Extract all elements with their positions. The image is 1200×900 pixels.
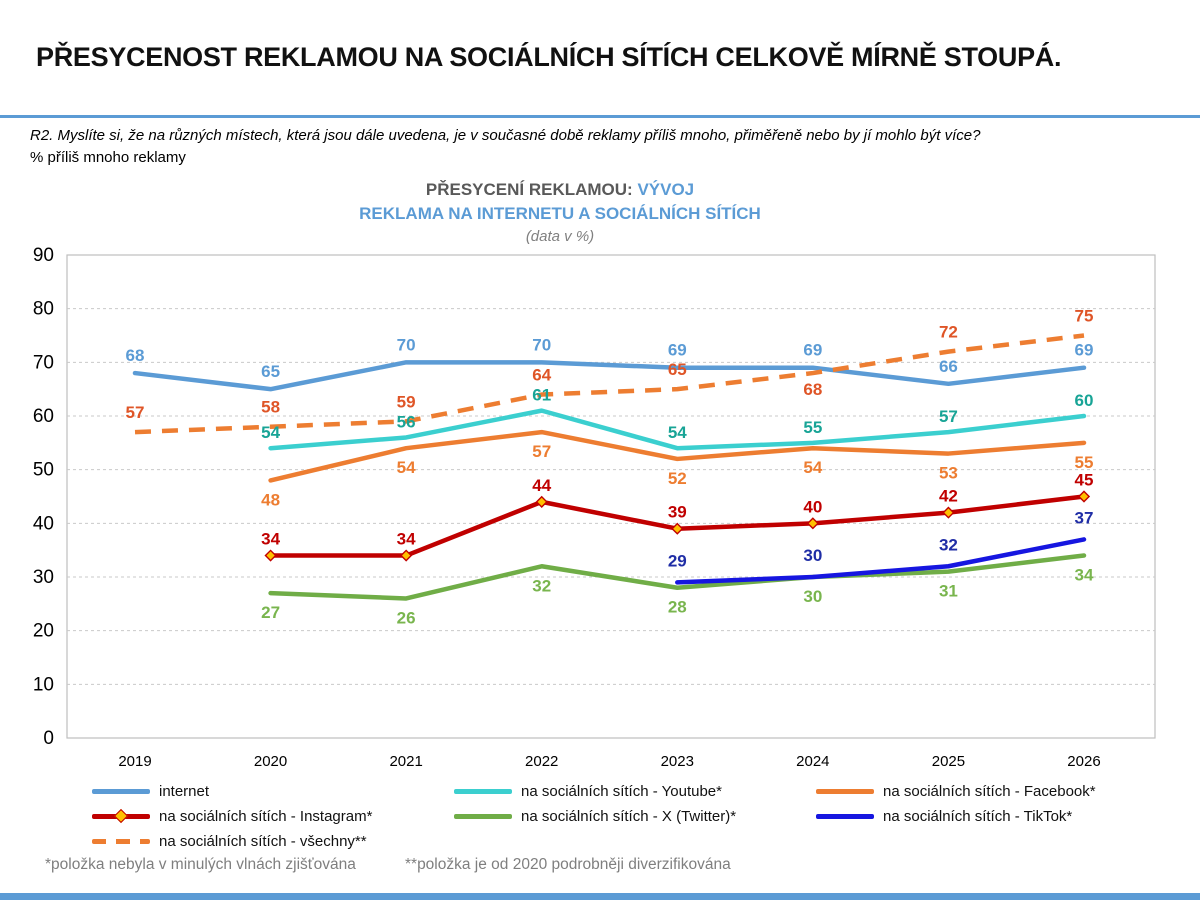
data-label-vsechny: 72 <box>938 322 958 342</box>
data-label-instagram: 34 <box>396 529 416 549</box>
series-marker-instagram <box>1079 491 1089 501</box>
y-axis-tick-label: 90 <box>32 245 54 266</box>
legend-item-tiktok <box>816 805 1136 827</box>
x-axis-tick-label: 2022 <box>525 753 559 770</box>
data-label-youtube: 57 <box>938 407 958 427</box>
page-title: PŘESYCENOST REKLAMOU NA SOCIÁLNÍCH SÍTÍCH CELKOVĚ MÍRNĚ STOUPÁ. <box>36 42 1062 72</box>
data-label-youtube: 54 <box>667 423 687 443</box>
data-label-vsechny: 65 <box>667 360 687 380</box>
legend-item-x_twitter <box>454 805 816 827</box>
legend-swatch-instagram <box>92 809 150 823</box>
data-label-internet: 69 <box>667 340 687 360</box>
data-label-facebook: 55 <box>1074 452 1094 472</box>
data-label-vsechny: 58 <box>261 397 281 417</box>
data-label-internet: 65 <box>261 362 281 382</box>
footnote-1: *položka nebyla v minulých vlnách zjišťována <box>45 856 356 873</box>
y-axis-tick-label: 70 <box>32 352 54 374</box>
chart-title-highlight: VÝVOJ <box>637 180 695 199</box>
chart-legend <box>92 780 1152 852</box>
data-label-vsechny: 64 <box>532 365 552 385</box>
legend-swatch-x_twitter <box>454 809 512 823</box>
x-axis-tick-label: 2026 <box>1067 753 1101 770</box>
legend-swatch-vsechny <box>92 834 150 848</box>
legend-swatch-internet <box>92 784 150 798</box>
x-axis-tick-label: 2021 <box>389 753 423 770</box>
x-axis-tick-label: 2019 <box>118 753 152 770</box>
legend-item-internet <box>92 780 454 802</box>
legend-label-internet: internet <box>159 782 210 800</box>
data-label-x_twitter: 28 <box>667 597 687 617</box>
data-label-instagram: 42 <box>938 486 958 506</box>
y-axis-tick-label: 30 <box>32 567 54 588</box>
data-label-x_twitter: 26 <box>396 608 416 628</box>
data-label-x_twitter: 27 <box>261 603 281 623</box>
series-marker-instagram <box>808 518 818 528</box>
data-label-internet: 66 <box>938 356 958 376</box>
data-label-youtube: 61 <box>532 385 552 405</box>
data-label-vsechny: 57 <box>125 403 145 423</box>
data-label-facebook: 53 <box>938 463 958 483</box>
data-label-x_twitter: 31 <box>938 581 958 601</box>
legend-label-x_twitter: na sociálních sítích - X (Twitter)* <box>521 807 737 825</box>
measure-text: % příliš mnoho reklamy <box>30 149 186 166</box>
y-axis-tick-label: 0 <box>43 728 54 749</box>
data-label-vsechny: 68 <box>803 380 823 400</box>
legend-diamond-marker <box>114 809 128 823</box>
data-label-vsechny: 59 <box>396 392 416 412</box>
data-label-x_twitter: 32 <box>532 576 552 596</box>
data-label-x_twitter: 30 <box>803 587 823 606</box>
legend-label-tiktok: na sociálních sítích - TikTok* <box>883 807 1073 825</box>
y-axis-tick-label: 10 <box>32 674 54 696</box>
x-axis-tick-label: 2025 <box>931 753 966 770</box>
legend-label-instagram: na sociálních sítích - Instagram* <box>159 807 373 825</box>
chart-unit-note: (data v %) <box>525 228 595 245</box>
data-label-internet: 70 <box>532 335 552 355</box>
data-label-facebook: 57 <box>532 442 552 462</box>
series-marker-instagram <box>672 524 682 534</box>
legend-item-youtube <box>454 780 816 802</box>
data-label-instagram: 45 <box>1074 470 1094 490</box>
y-axis-tick-label: 50 <box>32 459 54 481</box>
data-label-instagram: 40 <box>803 497 823 517</box>
x-axis-tick-label: 2020 <box>253 753 288 770</box>
data-label-internet: 70 <box>396 335 416 355</box>
data-label-tiktok: 32 <box>938 535 958 555</box>
bottom-accent-bar <box>0 893 1200 900</box>
legend-label-youtube: na sociálních sítích - Youtube* <box>521 782 722 800</box>
legend-swatch-facebook <box>816 784 874 798</box>
data-label-instagram: 39 <box>667 502 687 522</box>
legend-swatch-tiktok <box>816 809 874 823</box>
x-axis-tick-label: 2023 <box>660 753 694 770</box>
legend-item-vsechny <box>92 830 454 852</box>
data-label-instagram: 34 <box>261 529 281 549</box>
legend-item-facebook <box>816 780 1136 802</box>
data-label-internet: 69 <box>803 340 823 360</box>
y-axis-tick-label: 20 <box>32 620 54 642</box>
legend-item-instagram <box>92 805 454 827</box>
data-label-facebook: 54 <box>803 458 823 478</box>
data-label-facebook: 52 <box>667 468 687 488</box>
data-label-youtube: 60 <box>1074 391 1094 410</box>
data-label-youtube: 56 <box>396 412 416 432</box>
chart-title-prefix: PŘESYCENÍ REKLAMOU: <box>425 180 638 199</box>
y-axis-tick-label: 40 <box>32 513 54 535</box>
x-axis-tick-label: 2024 <box>796 753 830 770</box>
y-axis-tick-label: 80 <box>32 298 54 320</box>
legend-label-vsechny: na sociálních sítích - všechny** <box>159 832 367 850</box>
data-label-internet: 68 <box>125 346 145 366</box>
question-text: R2. Myslíte si, že na různých místech, která jsou dále uvedena, je v současné době reklamy příliš mnoho, přiměřeně nebo by jí mohlo být více? <box>30 127 981 144</box>
data-label-youtube: 54 <box>261 423 281 443</box>
data-label-tiktok: 37 <box>1074 508 1094 528</box>
footnote-2: **položka je od 2020 podrobněji diverzifikována <box>405 856 731 873</box>
series-marker-instagram <box>943 508 953 518</box>
data-label-internet: 69 <box>1074 340 1094 360</box>
legend-label-facebook: na sociálních sítích - Facebook* <box>883 782 1096 800</box>
data-label-tiktok: 30 <box>803 546 823 565</box>
data-label-youtube: 55 <box>803 417 823 437</box>
data-label-facebook: 54 <box>396 458 416 478</box>
data-label-vsechny: 75 <box>1074 306 1094 326</box>
y-axis-tick-label: 60 <box>32 406 54 427</box>
series-marker-instagram <box>265 550 275 560</box>
legend-swatch-youtube <box>454 784 512 798</box>
data-label-x_twitter: 34 <box>1074 565 1094 585</box>
data-label-tiktok: 29 <box>667 551 687 571</box>
data-label-facebook: 48 <box>261 490 281 510</box>
data-label-instagram: 44 <box>532 475 552 495</box>
chart-subtitle: REKLAMA NA INTERNETU A SOCIÁLNÍCH SÍTÍCH <box>359 204 761 223</box>
plot-area-border <box>67 255 1155 738</box>
